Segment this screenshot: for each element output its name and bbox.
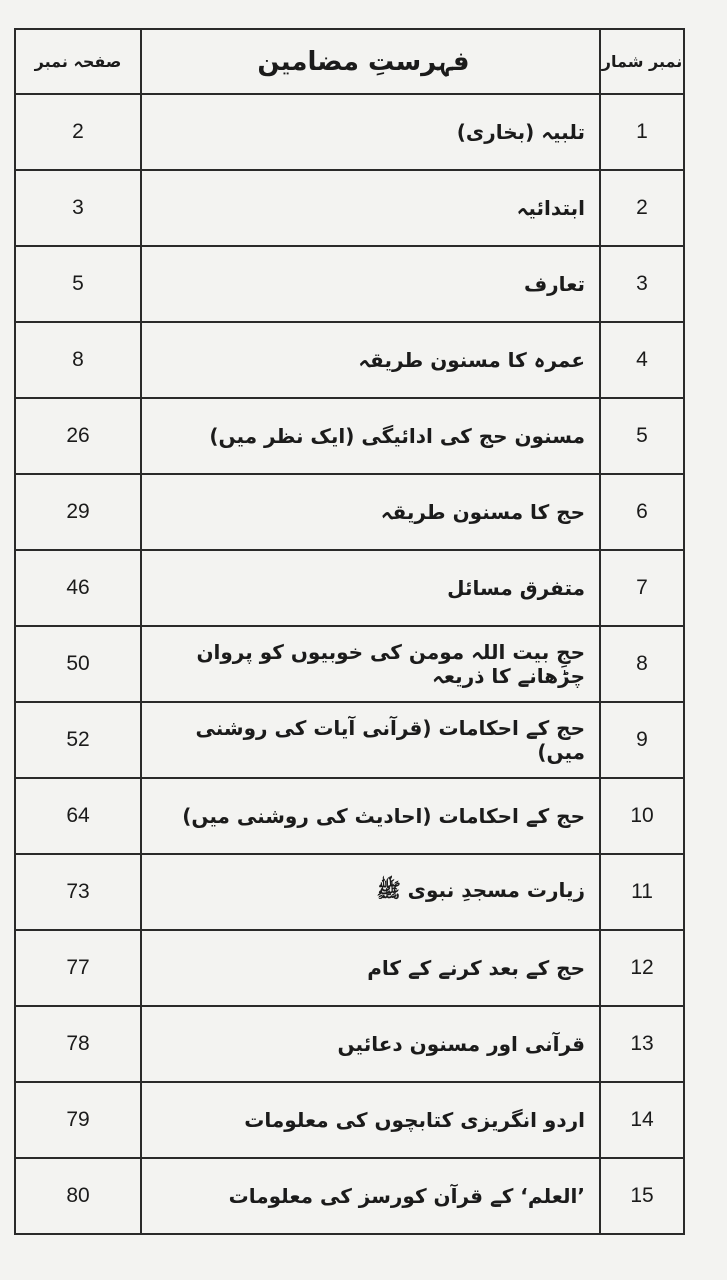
serial-number: 10 (600, 778, 684, 854)
entry-title: اردو انگریزی کتابچوں کی معلومات (141, 1082, 600, 1158)
entry-title: ’العلم‘ کے قرآن کورسز کی معلومات (141, 1158, 600, 1234)
serial-number: 9 (600, 702, 684, 778)
table-row (15, 702, 684, 778)
table-row (15, 854, 684, 930)
page-number: 77 (15, 930, 141, 1006)
entry-title: حجِ بیت اللہ مومن کی خوبیوں کو پروان چڑھانے کا ذریعہ (141, 626, 600, 702)
table-row (15, 474, 684, 550)
page-number: 46 (15, 550, 141, 626)
entry-title: حج کے احکامات (احادیث کی روشنی میں) (141, 778, 600, 854)
table-row (15, 94, 684, 170)
entry-title: ابتدائیہ (141, 170, 600, 246)
serial-number: 12 (600, 930, 684, 1006)
entry-title: حج کا مسنون طریقہ (141, 474, 600, 550)
table-row (15, 1082, 684, 1158)
serial-number: 6 (600, 474, 684, 550)
page-number: 80 (15, 1158, 141, 1234)
entry-title: حج کے احکامات (قرآنی آیات کی روشنی میں) (141, 702, 600, 778)
table-row (15, 398, 684, 474)
table-row (15, 1006, 684, 1082)
serial-number: 1 (600, 94, 684, 170)
serial-number: 8 (600, 626, 684, 702)
contents-title-header: فہرستِ مضامین (141, 29, 600, 94)
table-row (15, 170, 684, 246)
page-number: 2 (15, 94, 141, 170)
serial-number: 11 (600, 854, 684, 930)
serial-number: 5 (600, 398, 684, 474)
serial-number: 2 (600, 170, 684, 246)
page-number: 26 (15, 398, 141, 474)
page-number: 52 (15, 702, 141, 778)
entry-title: قرآنی اور مسنون دعائیں (141, 1006, 600, 1082)
page-number: 29 (15, 474, 141, 550)
table-row (15, 550, 684, 626)
entry-title: حج کے بعد کرنے کے کام (141, 930, 600, 1006)
page-number-header: صفحہ نمبر (15, 29, 141, 94)
page-number: 8 (15, 322, 141, 398)
serial-number-header: نمبر شمار (600, 29, 684, 94)
table-row (15, 930, 684, 1006)
entry-title: عمرہ کا مسنون طریقہ (141, 322, 600, 398)
table-of-contents (14, 28, 685, 1235)
entry-title: مسنون حج کی ادائیگی (ایک نظر میں) (141, 398, 600, 474)
serial-number: 3 (600, 246, 684, 322)
header-row (15, 29, 684, 94)
page-number: 64 (15, 778, 141, 854)
entry-title: تلبیہ (بخاری) (141, 94, 600, 170)
page-number: 50 (15, 626, 141, 702)
table-row (15, 322, 684, 398)
serial-number: 7 (600, 550, 684, 626)
table-row (15, 1158, 684, 1234)
entry-title: تعارف (141, 246, 600, 322)
entry-title: متفرق مسائل (141, 550, 600, 626)
serial-number: 15 (600, 1158, 684, 1234)
table-row (15, 778, 684, 854)
serial-number: 14 (600, 1082, 684, 1158)
table-row (15, 246, 684, 322)
page-number: 3 (15, 170, 141, 246)
page-number: 78 (15, 1006, 141, 1082)
serial-number: 4 (600, 322, 684, 398)
serial-number: 13 (600, 1006, 684, 1082)
page-number: 73 (15, 854, 141, 930)
table-row (15, 626, 684, 702)
entry-title: زیارت مسجدِ نبوی ﷺ (141, 854, 600, 930)
page-number: 79 (15, 1082, 141, 1158)
page-number: 5 (15, 246, 141, 322)
